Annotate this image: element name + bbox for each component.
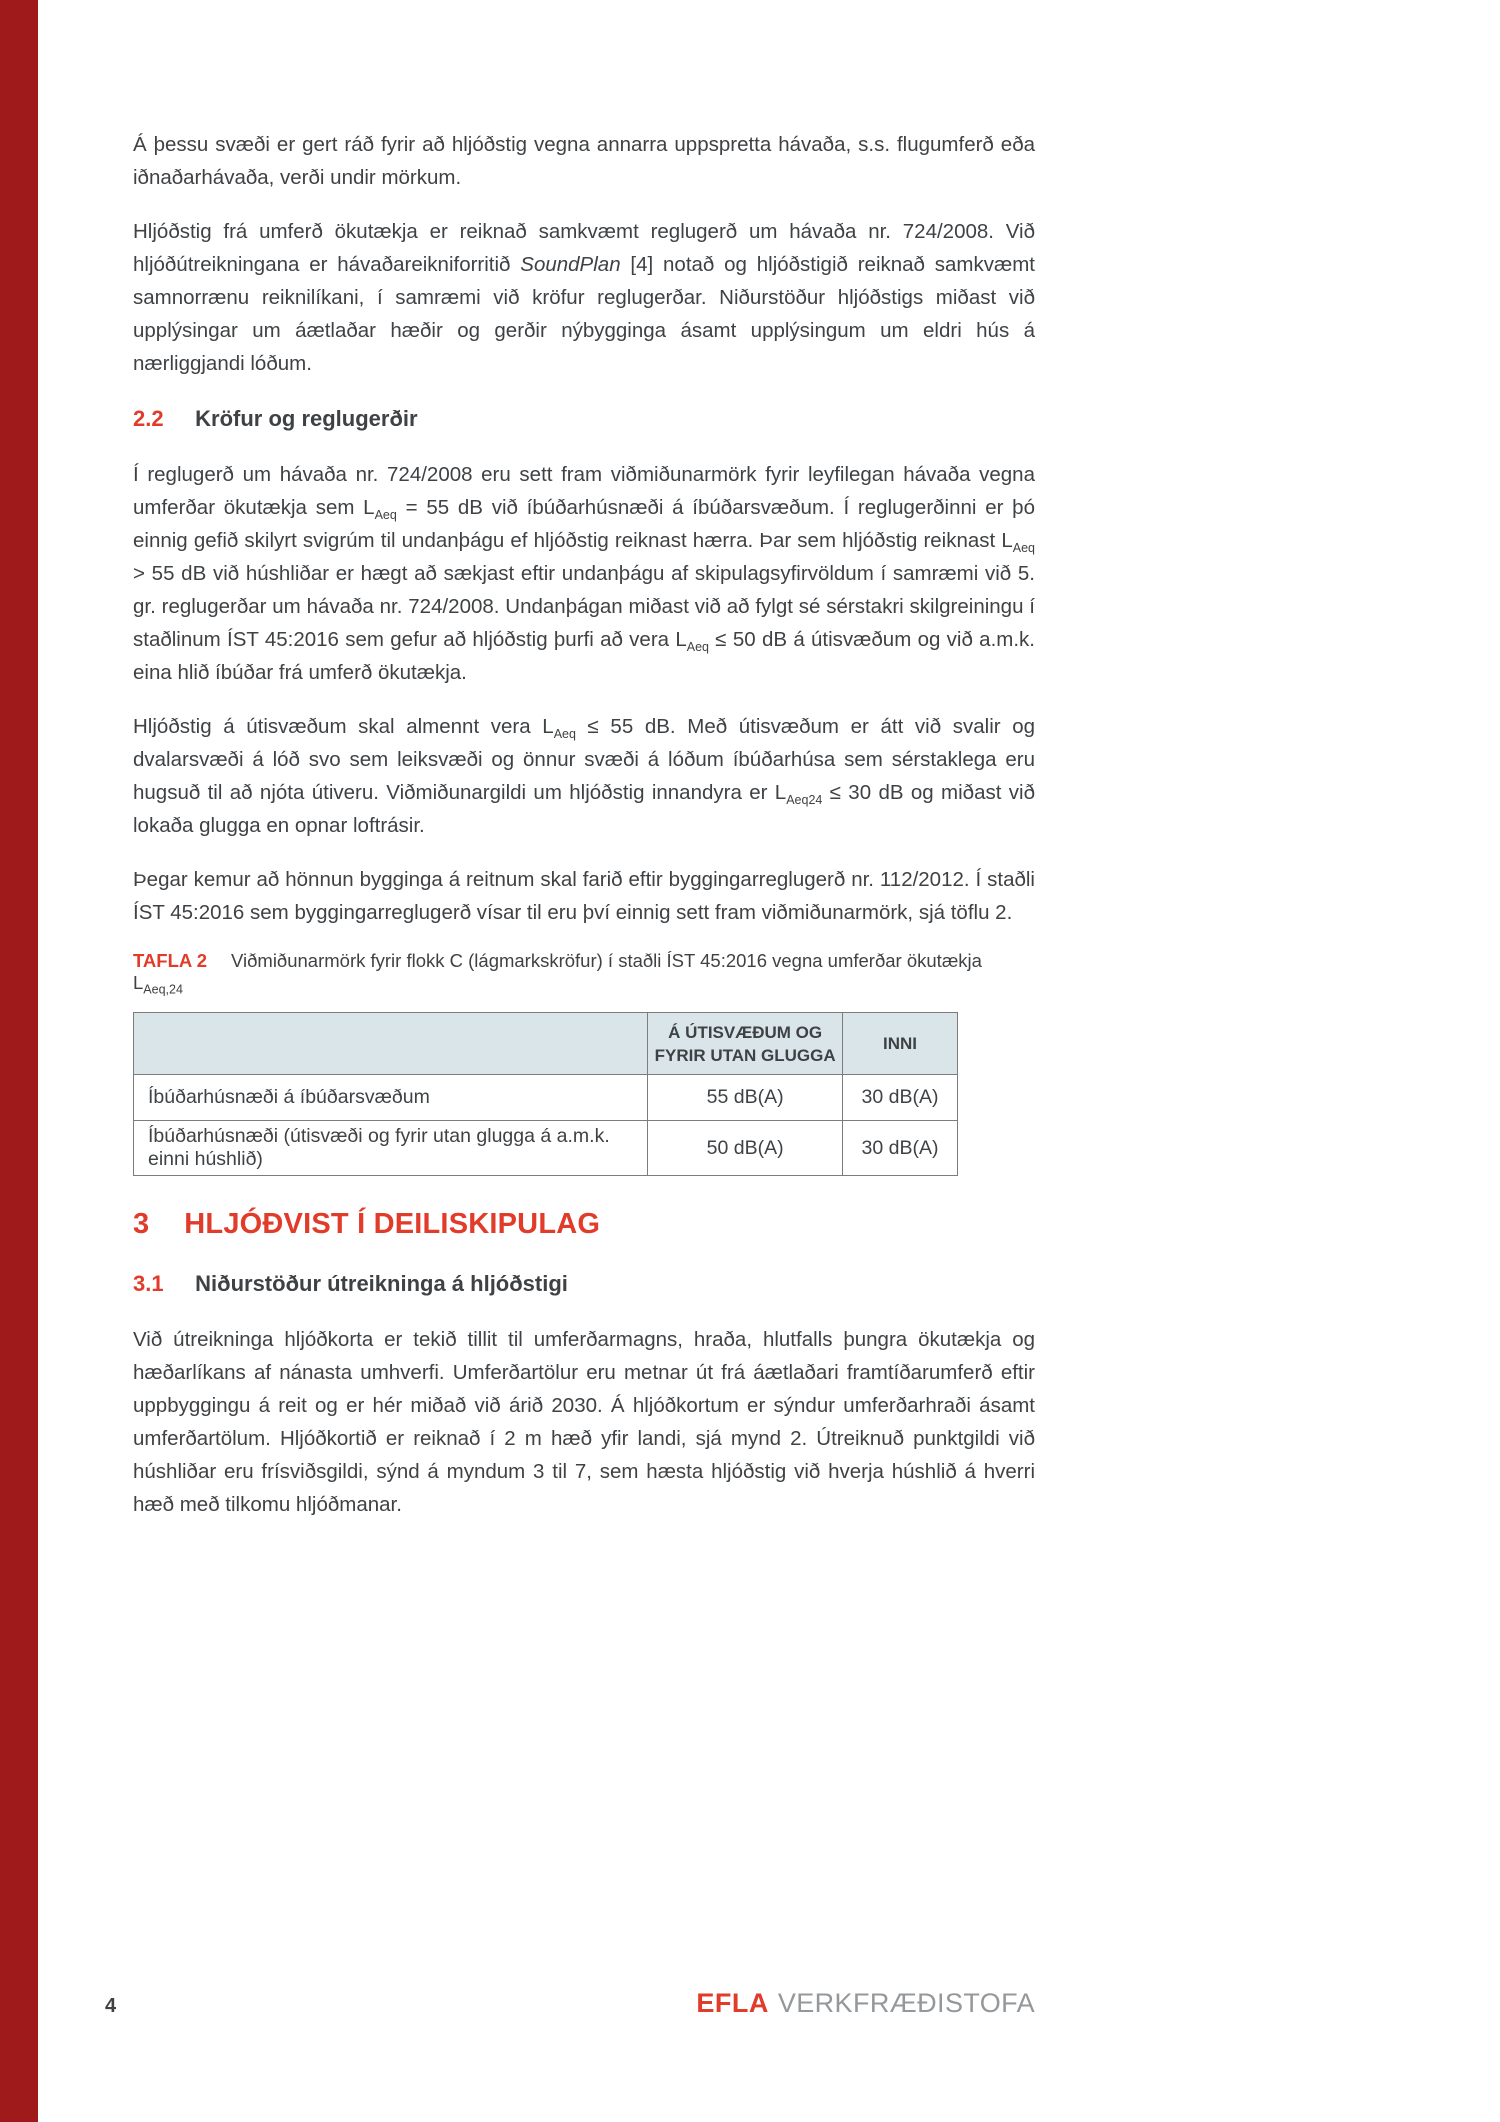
row-label-cell: Íbúðarhúsnæði (útisvæði og fyrir utan glugga á a.m.k. einni húshlið) (134, 1121, 648, 1176)
brand-name: EFLA (696, 1988, 769, 2018)
indoor-value-cell: 30 dB(A) (843, 1075, 958, 1121)
header-cell-indoor: INNI (843, 1013, 958, 1075)
table-row (134, 1075, 958, 1121)
table-label: TAFLA 2 (133, 950, 207, 971)
brand-suffix: VERKFRÆÐISTOFA (777, 1988, 1035, 2018)
table-header-row (134, 1013, 958, 1075)
section-heading-2-2 (133, 406, 1035, 432)
table-row (134, 1121, 958, 1176)
chapter-title: HLJÓÐVIST Í DEILISKIPULAG (184, 1208, 601, 1240)
left-edge-accent-bar (0, 0, 38, 2122)
header-cell-outdoor: Á ÚTISVÆÐUM OG FYRIR UTAN GLUGGA (648, 1013, 843, 1075)
paragraph-building-design: Þegar kemur að hönnun bygginga á reitnum skal farið eftir byggingarreglugerð nr. 112/2012. Í staðli ÍST 45:2016 sem byggingarreglugerð vísar til eru því einnig sett fram viðmiðunarmörk, sjá töflu 2. (133, 868, 1035, 924)
page-footer (105, 1988, 1035, 2019)
section-heading-3-1 (133, 1271, 1035, 1297)
outdoor-value-cell: 50 dB(A) (648, 1121, 843, 1176)
paragraph-calculation-method: Hljóðstig frá umferð ökutækja er reiknað samkvæmt reglugerð um hávaða nr. 724/2008. Við hljóðútreikningana er hávaðareikniforritið SoundPlan [4] notað og hljóðstigið reiknað samkvæmt samnorrænu reiknilíkani, í samræmi við kröfur reglugerðar. Niðurstöður hljóðstigs miðast við upplýsingar um áætlaðar hæðir og gerðir nýbygginga ásamt upplýsingum um eldri hús á nærliggjandi lóðum. (133, 220, 1036, 375)
efla-logo (696, 1988, 1035, 2019)
outdoor-value-cell: 55 dB(A) (648, 1075, 843, 1121)
chapter-number: 3 (133, 1208, 150, 1240)
row-label-cell: Íbúðarhúsnæði á íbúðarsvæðum (134, 1075, 648, 1121)
table-caption-text: Viðmiðunarmörk fyrir flokk C (lágmarkskröfur) í staðli ÍST 45:2016 vegna umferðar ökutækja $L_{Aeq,24}$ (133, 950, 982, 997)
paragraph-noise-map-calculation: Við útreikninga hljóðkorta er tekið tillit til umferðarmagns, hraða, hlutfalls þungra ökutækja og hæðarlíkans af nánasta umhverfi. Umferðartölur eru metnar út frá áætlaðari framtíðarumferð eftir uppbyggingu á reit og er hér miðað við árið 2030. Á hljóðkortum er sýndur umferðarhraði ásamt umferðartölum. Hljóðkortið er reiknað í 2 m hæð yfir landi, sjá mynd 2. Útreiknuð punktgildi við húshliðar eru frísviðsgildi, sýnd á myndum 3 til 7, sem hæsta hljóðstig við hverja húshlið á hverri hæð með tilkomu hljóðmanar. (133, 1328, 1035, 1516)
table-head (134, 1013, 958, 1075)
paragraph-other-noise-sources: Á þessu svæði er gert ráð fyrir að hljóðstig vegna annarra uppspretta hávaða, s.s. flugumferð eða iðnaðarhávaða, verði undir mörkum. (133, 133, 1035, 189)
section-number: 3.1 (133, 1271, 164, 1296)
section-number: 2.2 (133, 406, 164, 431)
chapter-heading-3 (133, 1208, 1035, 1241)
table-body (134, 1075, 958, 1176)
section-title: Niðurstöður útreikninga á hljóðstigi (195, 1271, 568, 1296)
header-cell-empty (134, 1013, 648, 1075)
page-body (133, 128, 1035, 1542)
indoor-value-cell: 30 dB(A) (843, 1121, 958, 1176)
noise-limits-table (133, 1012, 958, 1176)
table-caption (133, 950, 1035, 997)
page-number: 4 (105, 1995, 117, 2017)
paragraph-regulation-limits: Í reglugerð um hávaða nr. 724/2008 eru sett fram viðmiðunarmörk fyrir leyfilegan hávaða vegna umferðar ökutækja sem $L_{Aeq} = 55$ dB við íbúðarhúsnæði á íbúðarsvæðum. Í reglugerðinni er þó einnig gefið skilyrt svigrúm til undanþágu ef hljóðstig reiknast hærra. Þar sem hljóðstig reiknast $L_{Aeq} > 55$ dB við húshliðar er hægt að sækjast eftir undanþágu af skipulagsyfirvöldum í samræmi við 5. gr. reglugerðar um hávaða nr. 724/2008. Undanþágan miðast við að fylgt sé sérstakri skilgreiningu í staðlinum ÍST 45:2016 sem gefur að hljóðstig þurfi að vera $L_{Aeq} \le 50$ dB á útisvæðum og við a.m.k. eina hlið íbúðar frá umferð ökutækja. (133, 463, 1035, 684)
paragraph-outdoor-area-limits: Hljóðstig á útisvæðum skal almennt vera $L_{Aeq} \le 55$ dB. Með útisvæðum er átt við svalir og dvalarsvæði á lóð svo sem leiksvæði og önnur svæði á lóðum íbúðarhúsa sem sérstaklega eru hugsuð til að njóta útiveru. Viðmiðunargildi um hljóðstig innandyra er $L_{Aeq24} \le 30$ dB og miðast við lokaða glugga en opnar loftrásir. (133, 715, 1035, 837)
section-title: Kröfur og reglugerðir (195, 406, 418, 431)
